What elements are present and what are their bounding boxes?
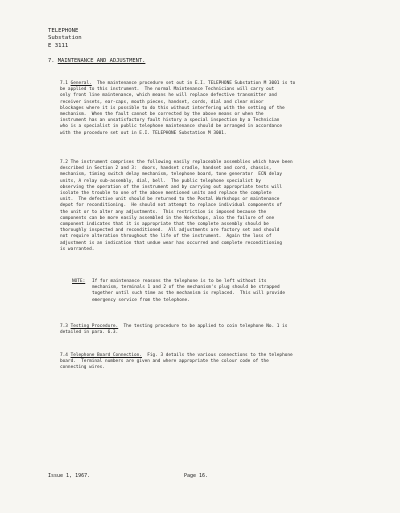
paragraph-title: Testing Procedure. [70, 324, 119, 329]
note-text: If for maintenance reasons the telephone is to be left without its mechanism, terminals 1 and 2 of the mechanism's plug should be strapped together until such time as the mechanism is replaced. This will provide emergency service from the telephone. [92, 279, 285, 303]
paragraph-text: The instrument comprises the following easily replaceable assemblies which have been described in Section 2 and 3: doors, handset cradle, handset and cord, chassis, mechanism, timing switch delay mechanism, telephone board, tone generator ECN delay units, A relay sub-assembly, dial, bell. The public telephone specialist by observing the operation of the instrument and by carrying out appropriate tests will isolate the trouble to one of the above mentioned units and replace the complete unit. The defective unit should be returned to the Postal Workshops or maintenance depot for reconditioning. He should not attempt to replace individual components of the unit or to alter any adjustments. This restriction is imposed because the components can be more easily assembled in the Workshops, also the failure of one component indicates that it is appropriate that the complete assembly should be thoroughly inspected and reconditioned. All adjustments are factory set and should not require alteration throughout the life of the instrument. Again the loss of adjustment is an indication that undue wear has occurred and complete reconditioning is warranted. [60, 160, 293, 252]
section-number: 7. [48, 58, 55, 64]
section-title: MAINTENANCE AND ADJUSTMENT. [57, 58, 146, 64]
document-header [48, 28, 82, 50]
paragraph-7-1 [60, 81, 356, 137]
header-line-3: E 3111 [48, 42, 69, 49]
paragraph-title: General. [70, 81, 92, 86]
paragraph-number: 7.4 [60, 353, 68, 358]
paragraph-text: Fig. 3 details the various connections to the telephone board. Terminal numbers are given and where appropriate the colour code of the connecting wires. [60, 353, 293, 371]
paragraph-7-2 [60, 160, 356, 253]
paragraph-number: 7.2 [60, 160, 68, 165]
paragraph-text: The testing procedure to be applied to coin telephone No. 1 is detailed in para. 6.3. [60, 324, 288, 336]
paragraph-number: 7.1 [60, 81, 68, 86]
header-line-1: TELEPHONE [48, 28, 79, 34]
footer-page-number: Page 16. [184, 473, 209, 479]
note-label: NOTE: [72, 279, 86, 284]
paragraph-7-3 [60, 324, 356, 336]
footer-issue: Issue 1, 1967. [48, 473, 91, 479]
paragraph-number: 7.3 [60, 324, 68, 329]
paragraph-title: Telephone Board Connection. [70, 353, 142, 358]
header-line-2: Substation [48, 35, 82, 42]
section-heading [48, 58, 145, 64]
paragraph-7-4 [60, 353, 356, 372]
paragraph-text: The maintenance procedure set out in E.I. TELEPHONE Substation M 3001 is to be applied to this instrument. The normal Maintenance Technicians will carry out only front line maintenance, which means he will replace defective transmitter and receiver insets, ear-caps, mouth pieces, handset, cords, dial and clear minor blockages where it is possible to do this without interfering with the setting of the mechanism. When the fault cannot be corrected by the above means or when the instrument has an unsatisfactory fault history a special inspection by a Technician who is a specialist in public telephone maintenance should be arranged in accordance with the procedure set out in E.I. TELEPHONE Substation M 3001. [60, 81, 296, 136]
